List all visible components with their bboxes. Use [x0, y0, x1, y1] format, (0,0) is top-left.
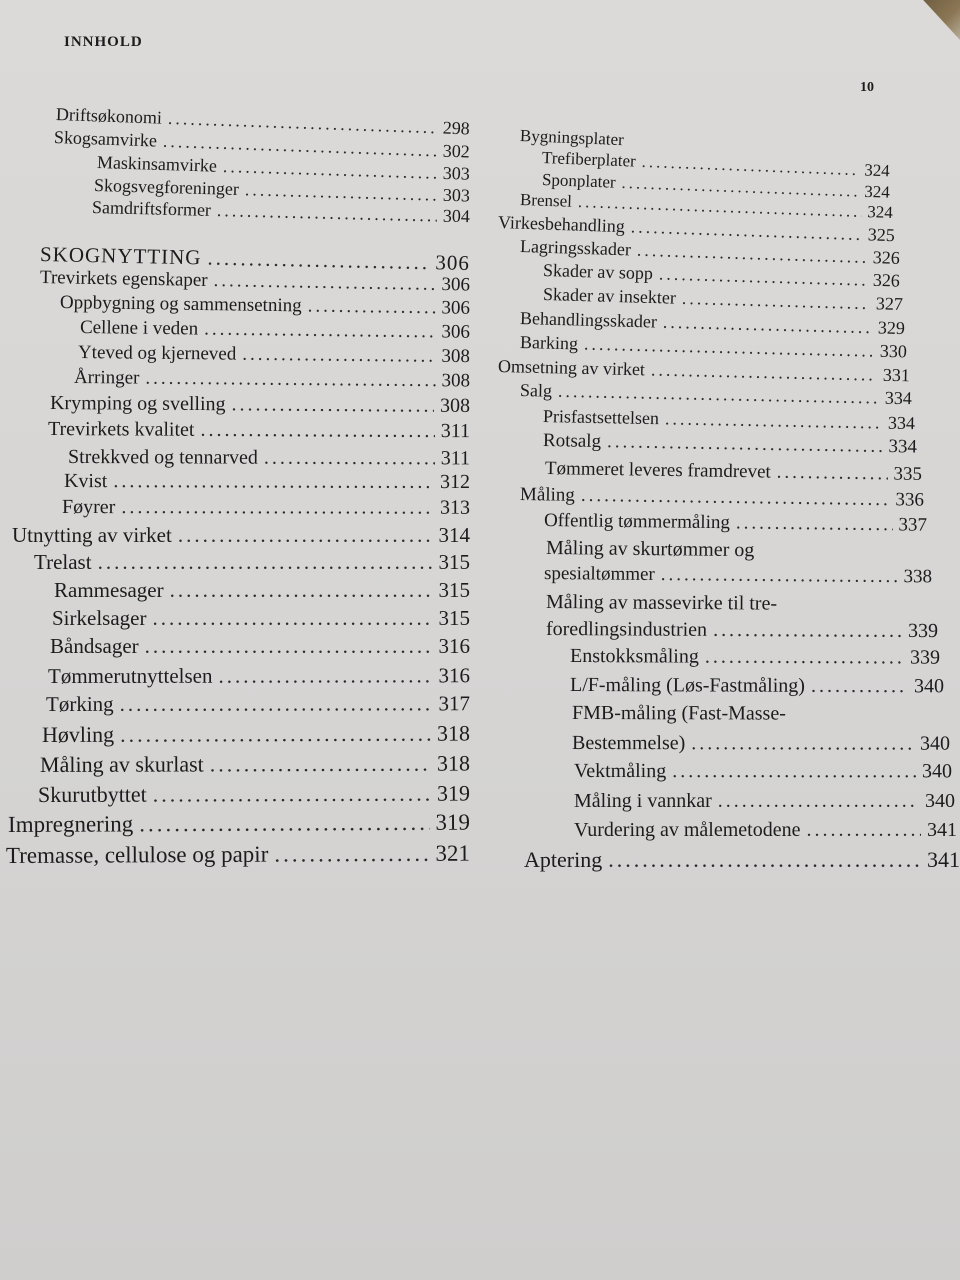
entry-title: Måling i vannkar — [574, 790, 712, 812]
entry-page-number: 319 — [436, 780, 471, 806]
entry-title: Tørking — [45, 691, 114, 716]
dot-leader — [659, 263, 868, 290]
dot-leader — [120, 691, 433, 717]
dot-leader — [718, 790, 919, 813]
left-toc-entry — [12, 523, 470, 548]
left-toc-entry — [8, 810, 470, 838]
entry-page-number: 335 — [893, 463, 923, 485]
entry-page-number: 308 — [439, 394, 471, 417]
entry-title: Strekkved og tennarved — [67, 446, 258, 469]
dot-leader — [213, 270, 435, 296]
entry-page-number: 338 — [903, 566, 933, 588]
entry-title: Behandlingsskader — [519, 308, 658, 332]
entry-title: Samdriftsformer — [91, 197, 212, 220]
entry-title: Vurdering av målemetodene — [574, 819, 801, 841]
entry-title: Tømmerutnyttelsen — [47, 663, 213, 688]
entry-title: Måling av massevirke til tre- — [545, 591, 778, 615]
entry-title: Skurutbyttet — [37, 781, 147, 807]
dot-leader — [581, 485, 890, 511]
entry-page-number: 319 — [435, 809, 471, 835]
right-toc-entry — [520, 484, 924, 512]
entry-title: Lagringsskader — [519, 236, 632, 260]
left-toc-entry — [64, 470, 470, 494]
right-toc-entry — [546, 537, 755, 562]
left-toc-entry — [62, 496, 470, 520]
right-toc-entry — [574, 819, 957, 842]
dot-leader — [152, 606, 432, 631]
entry-page-number: 327 — [875, 293, 904, 315]
left-toc-entry — [52, 606, 470, 631]
right-toc-entry — [544, 510, 927, 537]
dot-leader — [178, 523, 433, 548]
entry-page-number: 330 — [879, 340, 908, 362]
entry-title: Tømmeret leveres framdrevet — [544, 458, 771, 483]
dot-leader — [663, 312, 873, 338]
right-toc-entry — [546, 591, 777, 616]
entry-title: Virkesbehandling — [497, 212, 626, 237]
entry-title: Måling av skurlast — [39, 751, 204, 777]
entry-page-number: 334 — [884, 387, 913, 409]
dot-leader — [210, 751, 431, 778]
entry-page-number: 303 — [442, 162, 471, 184]
dot-leader — [308, 295, 436, 319]
dot-leader — [218, 663, 432, 688]
right-toc-entry — [524, 847, 960, 873]
entry-page-number: 340 — [919, 732, 951, 755]
entry-page-number: 316 — [438, 663, 471, 688]
entry-page-number: 340 — [921, 760, 953, 783]
left-toc-entry — [40, 750, 470, 778]
right-toc-entry — [544, 563, 932, 588]
right-toc-entry — [545, 458, 922, 486]
dot-leader — [200, 419, 434, 443]
entry-title: Aptering — [524, 847, 603, 872]
right-toc-entry — [543, 406, 915, 434]
left-toc-entry — [42, 721, 470, 748]
entry-title: Utnytting av virket — [12, 523, 172, 547]
dot-leader — [139, 810, 429, 838]
entry-title: Tremasse, cellulose og papir — [5, 841, 269, 868]
left-toc-entry — [54, 578, 470, 603]
entry-title: Bestemmelse) — [571, 732, 686, 755]
entry-page-number: 314 — [438, 523, 470, 547]
dot-leader — [170, 578, 433, 603]
entry-title: Måling — [519, 484, 576, 506]
entry-page-number: 339 — [909, 646, 941, 669]
entry-title: Omsetning av virket — [497, 356, 646, 380]
left-toc-entry — [68, 446, 470, 470]
dot-leader — [607, 431, 883, 458]
entry-title: Skogsamvirke — [53, 127, 158, 151]
dot-leader — [682, 288, 871, 314]
page-edge-shadow — [914, 0, 960, 40]
entry-title: Sirkelsager — [52, 606, 147, 630]
dot-leader — [274, 841, 429, 868]
left-toc-entry — [74, 367, 470, 392]
dot-leader — [584, 334, 874, 362]
dot-leader — [665, 408, 882, 433]
entry-page-number: 306 — [441, 297, 471, 319]
entry-page-number: 341 — [927, 847, 960, 872]
dot-leader — [651, 359, 877, 385]
dot-leader — [264, 447, 435, 471]
right-toc-entry — [574, 760, 952, 783]
dot-leader — [231, 393, 434, 417]
dot-leader — [777, 462, 888, 486]
left-toc-entry — [60, 292, 470, 320]
entry-page-number: 321 — [435, 840, 471, 866]
entry-page-number: 324 — [866, 202, 894, 223]
right-toc-entry — [520, 126, 625, 150]
dot-leader — [145, 368, 435, 393]
left-toc-entry — [48, 663, 470, 689]
entry-title: Skader av sopp — [542, 260, 654, 284]
entry-page-number: 318 — [436, 750, 471, 776]
left-toc-entry — [38, 780, 470, 808]
entry-title: Prisfastsettelsen — [542, 406, 660, 429]
left-toc-entry — [50, 634, 470, 659]
entry-page-number: 306 — [441, 321, 471, 343]
entry-page-number: 308 — [441, 345, 471, 368]
entry-page-number: 337 — [898, 514, 928, 536]
entry-title: Driftsøkonomi — [55, 104, 163, 128]
dot-leader — [661, 564, 898, 588]
entry-title: Båndsager — [50, 634, 139, 658]
dot-leader — [120, 721, 431, 748]
entry-title: Offentlig tømmermåling — [543, 510, 731, 534]
entry-page-number: 324 — [863, 160, 891, 181]
entry-page-number: 302 — [442, 140, 471, 162]
entry-page-number: 326 — [872, 247, 901, 268]
dot-leader — [98, 550, 433, 575]
left-toc-entry — [50, 392, 470, 418]
entry-title: Sponplater — [541, 170, 616, 192]
entry-title: Bygningsplater — [519, 126, 625, 150]
entry-title: Føyrer — [61, 496, 116, 519]
dot-leader — [705, 646, 904, 670]
entry-page-number: 312 — [439, 470, 471, 494]
dot-leader — [217, 200, 437, 226]
dot-leader — [558, 381, 879, 409]
entry-title: Høvling — [41, 721, 115, 747]
entry-title: Maskinsamvirke — [96, 152, 218, 176]
entry-title: Cellene i veden — [79, 317, 199, 340]
entry-title: Trefiberplater — [541, 148, 637, 171]
left-toc-entry — [80, 317, 470, 344]
entry-page-number: 316 — [438, 634, 470, 658]
entry-page-number: 331 — [882, 364, 911, 386]
dot-leader — [145, 634, 433, 659]
left-toc-entry — [78, 342, 470, 368]
entry-page-number: 341 — [927, 819, 957, 841]
page-number: 10 — [860, 80, 874, 95]
dot-leader — [113, 470, 434, 494]
dot-leader — [713, 619, 902, 643]
entry-page-number: 329 — [877, 317, 906, 339]
entry-page-number: 326 — [872, 269, 901, 291]
entry-page-number: 340 — [925, 790, 955, 812]
entry-page-number: 325 — [867, 224, 896, 246]
dot-leader — [242, 344, 435, 368]
entry-page-number: 315 — [438, 550, 470, 574]
entry-title: Trevirkets kvalitet — [47, 418, 195, 441]
entry-page-number: 340 — [913, 675, 945, 698]
entry-title: Barking — [519, 332, 579, 354]
entry-title: Kvist — [63, 470, 108, 493]
entry-title: Salg — [519, 380, 553, 401]
left-toc-entry — [6, 841, 470, 869]
entry-page-number: 311 — [440, 420, 471, 443]
entry-page-number: 298 — [442, 117, 471, 139]
entry-title: Skogsvegforeninger — [93, 175, 240, 200]
right-toc-entry — [570, 645, 940, 670]
entry-page-number: 336 — [895, 489, 925, 511]
entry-page-number: 313 — [439, 496, 471, 519]
entry-title: Vektmåling — [573, 760, 667, 783]
entry-page-number: 311 — [440, 447, 471, 470]
entry-title: foredlingsindustrien — [545, 618, 708, 641]
entry-title: Rotsalg — [542, 430, 602, 453]
entry-title: spesialtømmer — [543, 563, 655, 585]
right-toc-entry — [546, 618, 938, 643]
entry-title: Trevirkets egenskaper — [39, 267, 208, 291]
dot-leader — [806, 819, 921, 842]
dot-leader — [811, 675, 908, 698]
dot-leader — [672, 760, 916, 783]
entry-title: Yteved og kjerneved — [77, 342, 237, 365]
entry-page-number: 339 — [907, 619, 939, 643]
entry-page-number: 318 — [436, 720, 471, 746]
entry-page-number: 308 — [441, 370, 471, 392]
entry-title: Enstokksmåling — [569, 645, 699, 668]
entry-page-number: 304 — [442, 205, 471, 227]
entry-page-number: 315 — [438, 578, 470, 602]
dot-leader — [204, 319, 436, 344]
entry-title: Skader av insekter — [542, 284, 677, 308]
entry-page-number: 324 — [863, 181, 891, 202]
dot-leader — [691, 732, 914, 755]
entry-title: Oppbygning og sammensetning — [59, 292, 302, 317]
entry-page-number: 306 — [435, 250, 471, 276]
entry-page-number: 315 — [438, 606, 470, 630]
entry-page-number: 303 — [442, 184, 471, 206]
dot-leader — [608, 847, 921, 873]
entry-page-number: 334 — [888, 436, 918, 458]
entry-title: L/F-måling (Løs-Fastmåling) — [569, 674, 806, 697]
entry-title: Brensel — [519, 190, 573, 211]
entry-title: Måling av skurtømmer og — [545, 537, 755, 562]
right-toc-entry — [570, 674, 944, 698]
right-toc-entry — [574, 790, 955, 813]
entry-page-number: 334 — [887, 412, 916, 434]
right-toc-entry — [543, 430, 917, 459]
left-toc-entry — [46, 691, 470, 717]
dot-leader — [121, 496, 434, 520]
dot-leader — [153, 781, 431, 808]
left-toc-entry — [48, 418, 470, 443]
entry-title: Årringer — [73, 367, 140, 389]
right-toc-entry — [572, 702, 786, 726]
entry-title: SKOGNYTTING — [39, 242, 202, 270]
entry-title: Impregnering — [7, 811, 134, 837]
entry-title: Rammesager — [54, 578, 164, 602]
left-toc-entry — [34, 550, 470, 575]
entry-title: FMB-måling (Fast-Masse- — [571, 702, 786, 725]
entry-page-number: 317 — [438, 691, 471, 716]
entry-title: Trelast — [34, 550, 92, 574]
entry-title: Krymping og svelling — [49, 392, 226, 416]
page-header: INNHOLD — [64, 34, 143, 50]
entry-page-number: 306 — [441, 274, 471, 296]
right-toc-entry — [572, 732, 950, 756]
dot-leader — [736, 512, 893, 536]
